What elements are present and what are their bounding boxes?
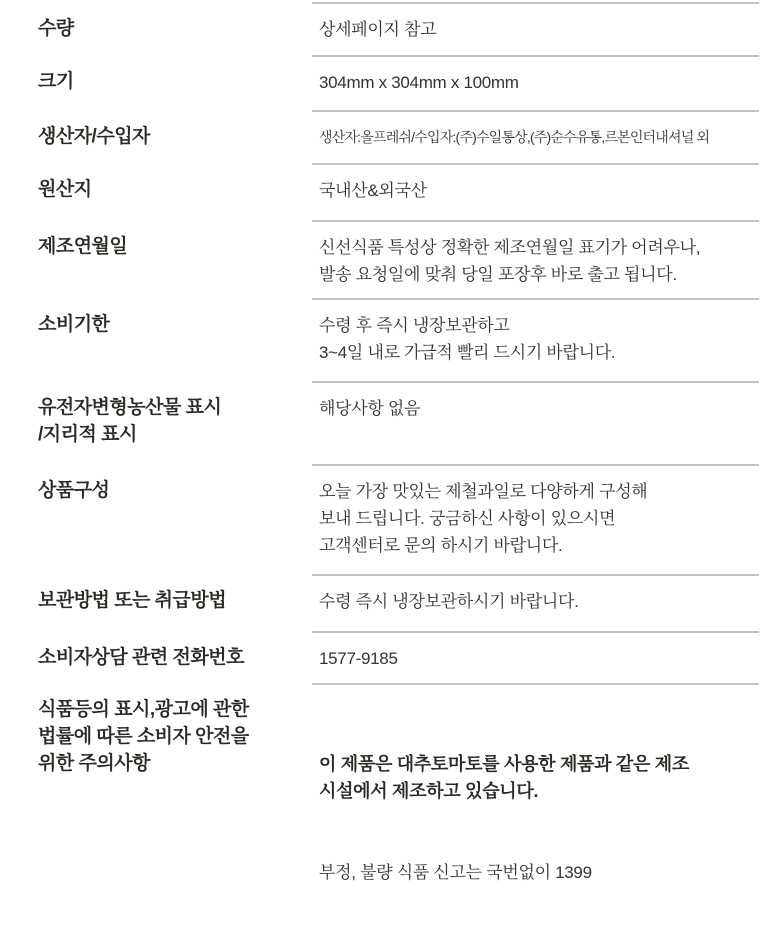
spec-value-safety-notice [312,683,759,940]
spec-value-gmo-indication: 해당사항 없음 [312,381,759,464]
spec-value-manufacture-date: 신선식품 특성상 정확한 제조연월일 표기가 어려우나, 발송 요청일에 맞춰 당일 포장후 바로 출고 됩니다. [312,220,759,298]
spec-label-size: 크기 [38,71,74,92]
spec-value-consumer-phone: 1577-9185 [312,631,759,683]
spec-label-consume-by: 소비기한 [38,314,110,335]
spec-row-consume-by [0,298,780,381]
spec-label-manufacture-date: 제조연월일 [38,236,128,257]
spec-value-producer-importer: 생산자:올프레쉬/수입자:(주)수일통상,(주)순수유통,르본인터내셔널 외 [312,110,759,163]
spec-row-manufacture-date [0,220,780,298]
spec-row-origin [0,163,780,220]
spec-row-quantity [0,2,780,55]
safety-notice-bold-text: 이 제품은 대추토마토를 사용한 제품과 같은 제조 시설에서 제조하고 있습니다. [319,754,689,801]
spec-row-gmo-indication [0,381,780,464]
spec-row-size [0,55,780,110]
spec-label-safety-notice: 식품등의 표시,광고에 관한 법률에 따른 소비자 안전을 위한 주의사항 [38,699,249,774]
spec-label-quantity: 수량 [38,18,74,39]
spec-label-gmo-indication: 유전자변형농산물 표시 /지리적 표시 [38,397,222,445]
spec-label-composition: 상품구성 [38,480,110,501]
spec-label-producer-importer: 생산자/수입자 [38,126,150,147]
spec-value-size: 304mm x 304mm x 100mm [312,55,759,110]
spec-label-consumer-phone: 소비자상담 관련 전화번호 [38,647,244,668]
spec-value-quantity: 상세페이지 참고 [312,2,759,55]
spec-row-storage-method [0,574,780,631]
spec-label-storage-method: 보관방법 또는 취급방법 [38,590,227,611]
spec-row-safety-notice [0,683,780,940]
spec-value-consume-by: 수령 후 즉시 냉장보관하고 3~4일 내로 가급적 빨리 드시기 바랍니다. [312,298,759,381]
spec-row-consumer-phone [0,631,780,683]
spec-row-composition [0,464,780,574]
spec-value-origin: 국내산&외국산 [312,163,759,220]
spec-value-composition: 오늘 가장 맛있는 제철과일로 다양하게 구성해 보내 드립니다. 궁금하신 사항이 있으시면 고객센터로 문의 하시기 바랍니다. [312,464,759,574]
spec-value-storage-method: 수령 즉시 냉장보관하시기 바랍니다. [312,574,759,631]
safety-notice-report-text: 부정, 불량 식품 신고는 국번없이 1399 [319,863,592,882]
spec-row-producer-importer [0,110,780,163]
spec-label-origin: 원산지 [38,179,92,200]
